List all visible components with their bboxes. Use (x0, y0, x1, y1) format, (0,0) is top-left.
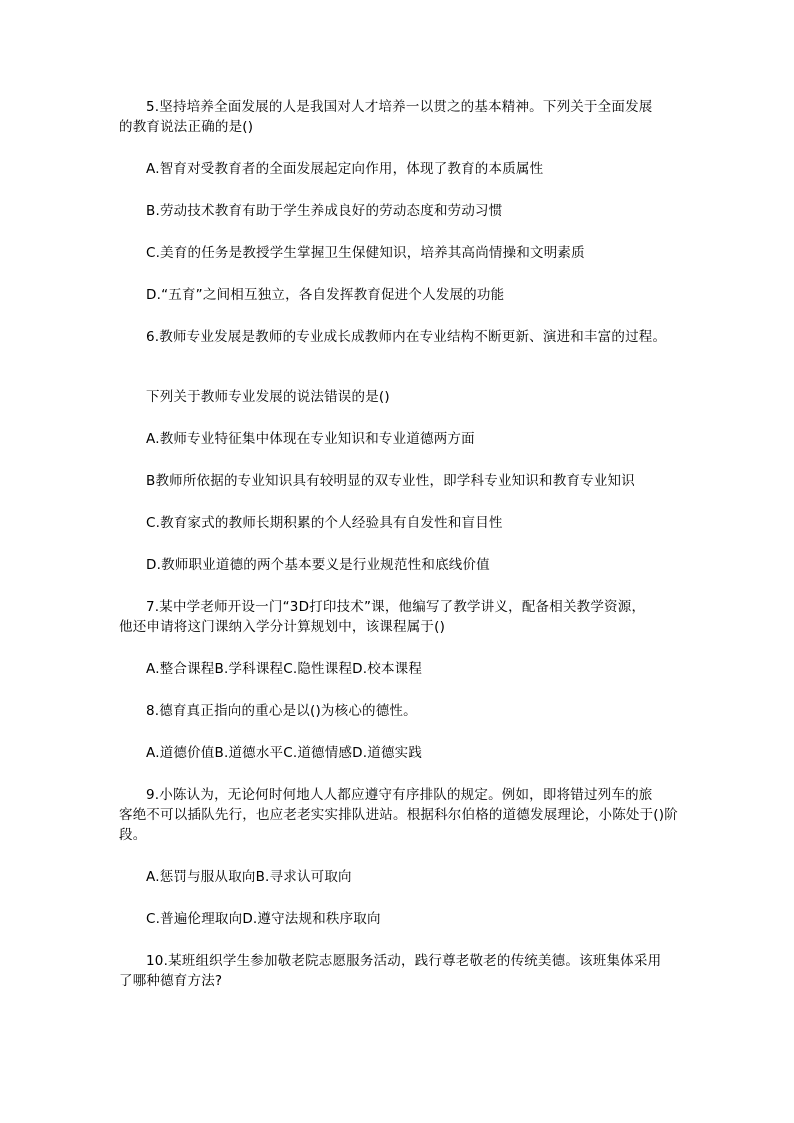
q9-options-line2: C.普遍伦理取向D.遵守法规和秩序取向 (146, 911, 381, 927)
q8-options: A.道德价值B.道德水平C.道德情感D.道德实践 (146, 745, 423, 761)
q7-options: A.整合课程B.学科课程C.隐性课程D.校本课程 (146, 661, 423, 677)
q9-stem-line1: 9.小陈认为，无论何时何地人人都应遵守有序排队的规定。例如，即将错过列车的旅 (146, 787, 653, 803)
q6-option-d: D.教师职业道德的两个基本要义是行业规范性和底线价值 (146, 557, 490, 573)
q5-option-d: D.“五育”之间相互独立，各自发挥教育促进个人发展的功能 (146, 287, 505, 303)
q5-option-c: C.美育的任务是教授学生掌握卫生保健知识，培养其高尚情操和文明素质 (146, 245, 585, 261)
q9-stem-line3: 段。 (119, 827, 147, 843)
q7-stem-line2: 他还申请将这门课纳入学分计算规划中，该课程属于() (119, 619, 446, 635)
q5-stem-line2: 的教育说法正确的是() (119, 119, 254, 135)
q6-option-b: B教师所依据的专业知识具有较明显的双专业性，即学科专业知识和教育专业知识 (146, 473, 635, 489)
q10-stem-line1: 10.某班组织学生参加敬老院志愿服务活动，践行尊老敬老的传统美德。该班集体采用 (146, 953, 662, 969)
q9-options-line1: A.惩罚与服从取向B.寻求认可取向 (146, 869, 352, 885)
q6-option-a: A.教师专业特征集中体现在专业知识和专业道德两方面 (146, 431, 475, 447)
q8-stem: 8.德育真正指向的重心是以()为核心的德性。 (146, 703, 417, 719)
q5-option-b: B.劳动技术教育有助于学生养成良好的劳动态度和劳动习惯 (146, 203, 503, 219)
q10-stem-line2: 了哪种德育方法? (119, 973, 223, 989)
q6-option-c: C.教育家式的教师长期积累的个人经验具有自发性和盲目性 (146, 515, 503, 531)
q6-stem-line1: 6.教师专业发展是教师的专业成长成教师内在专业结构不断更新、演进和丰富的过程。 (146, 329, 667, 345)
q7-stem-line1: 7.某中学老师开设一门“3D打印技术”课，他编写了教学讲义，配备相关教学资源， (146, 599, 646, 615)
q5-stem-line1: 5.坚持培养全面发展的人是我国对人才培养一以贯之的基本精神。下列关于全面发展 (146, 99, 653, 115)
q5-option-a: A.智育对受教育者的全面发展起定向作用，体现了教育的本质属性 (146, 161, 544, 177)
q9-stem-line2: 客绝不可以插队先行，也应老老实实排队进站。根据科尔伯格的道德发展理论，小陈处于()阶 (119, 807, 678, 823)
q6-stem-line2: 下列关于教师专业发展的说法错误的是() (146, 389, 390, 405)
